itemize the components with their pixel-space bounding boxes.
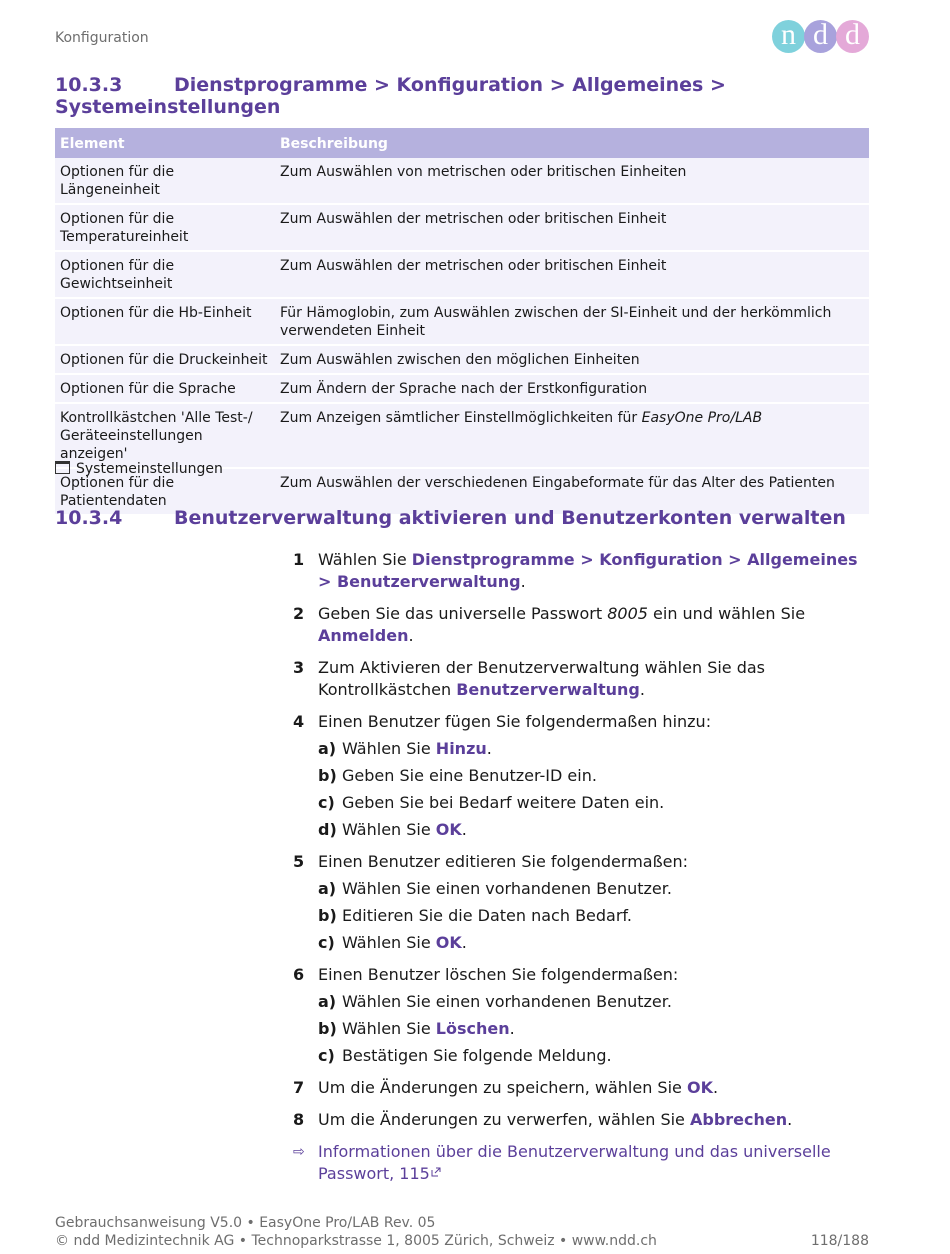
step [293,964,873,1067]
substep-letter: b) [318,766,337,785]
step [293,851,873,954]
cell-description: Zum Auswählen der verschiedenen Eingabeformate für das Alter des Patienten [275,468,869,515]
step-text-end: . [712,1078,719,1097]
section-number: 10.3.4 [55,507,123,529]
ui-path: Dienstprogramme > Konfiguration > Allgemeines > Benutzerverwaltung [318,550,858,591]
substep-text: Wählen Sie einen vorhandenen Benutzer. [342,879,672,898]
logo-circle-n: n [772,20,805,53]
substep-text-end: . [461,933,467,952]
cross-reference-link[interactable] [293,1141,873,1185]
table-row [55,204,869,251]
description-text: Zum Anzeigen sämtlicher Einstellmöglichkeiten für [280,410,642,426]
substep [318,905,873,927]
step [293,657,873,701]
cell-element: Kontrollkästchen 'Alle Test-/ Geräteeinstellungen anzeigen' [55,403,275,468]
window-icon [55,461,70,474]
cell-description: Zum Auswählen zwischen den möglichen Einheiten [275,345,869,374]
logo-circle-d1: d [804,20,837,53]
substep-text: Wählen Sie [342,820,436,839]
step [293,1109,873,1131]
product-name: EasyOne Pro/LAB [641,410,763,426]
substep [318,792,873,814]
cell-element: Optionen für die Druckeinheit [55,345,275,374]
step-number: 7 [293,1078,305,1097]
ui-element-name: OK [435,820,462,839]
step [293,711,873,841]
running-head: Konfiguration [55,30,149,46]
substep-text: Geben Sie bei Bedarf weitere Daten ein. [342,793,665,812]
table-row [55,298,869,345]
substep-letter: b) [318,1019,337,1038]
step-text-end: . [787,1110,793,1129]
cross-reference-text: Informationen über die Benutzerverwaltung und das universelle Passwort, 115 [318,1142,831,1183]
ndd-logo [772,20,870,53]
step-text: Um die Änderungen zu verwerfen, wählen Sie [318,1110,690,1129]
substep-text: Geben Sie eine Benutzer-ID ein. [342,766,597,785]
password-value: 8005 [607,604,648,623]
step-text: ein und wählen Sie [647,604,806,623]
step [293,549,873,593]
ui-element-name: OK [435,933,462,952]
ui-element-name: Löschen [435,1019,510,1038]
step-text-end: . [639,680,645,699]
step-text: Einen Benutzer editieren Sie folgendermaßen: [318,852,689,871]
cell-element: Optionen für die Patientendaten [55,468,275,515]
substep [318,932,873,954]
substep-text: Editieren Sie die Daten nach Bedarf. [342,906,632,925]
section-title: Dienstprogramme > Konfiguration > Allgemeines > Systemeinstellungen [55,74,726,118]
table-row [55,403,869,468]
substep-letter: a) [318,992,337,1011]
substep-letter: b) [318,906,337,925]
substep-text: Wählen Sie [342,739,436,758]
step-text: Einen Benutzer fügen Sie folgendermaßen hinzu: [318,712,712,731]
table-header-row [55,128,869,158]
step-number: 4 [293,712,305,731]
ui-element-name: OK [686,1078,713,1097]
cell-description: Zum Ändern der Sprache nach der Erstkonfiguration [275,374,869,403]
step-number: 8 [293,1110,305,1129]
step-number: 2 [293,604,305,623]
cell-element: Optionen für die Längeneinheit [55,158,275,204]
table-row [55,374,869,403]
external-link-icon [431,1167,441,1177]
ui-element-name: Hinzu [435,739,487,758]
substep-text: Wählen Sie [342,933,436,952]
cell-element: Optionen für die Hb-Einheit [55,298,275,345]
substep [318,1018,873,1040]
cell-description: Zum Auswählen der metrischen oder britischen Einheit [275,204,869,251]
section-title: Benutzerverwaltung aktivieren und Benutzerkonten verwalten [174,507,846,529]
ui-element-name: Anmelden [318,626,409,645]
column-header-description: Beschreibung [275,128,869,158]
cell-description: Für Hämoglobin, zum Auswählen zwischen der SI-Einheit und der herkömmlich verwendeten Einheit [275,298,869,345]
substep-letter: c) [318,933,335,952]
procedure-steps [293,549,873,1185]
figure-reference[interactable] [55,461,223,477]
cell-description: Zum Auswählen der metrischen oder britischen Einheit [275,251,869,298]
step-text-end: . [408,626,414,645]
step-text-end: . [520,572,526,591]
cell-description [275,403,869,468]
step-text: Wählen Sie [318,550,412,569]
step-number: 1 [293,550,305,569]
step-number: 3 [293,658,305,677]
section-heading-10-3-3 [55,74,950,118]
figure-reference-label: Systemeinstellungen [76,461,223,477]
settings-table [55,128,869,516]
ui-element-name: Benutzerverwaltung [456,680,640,699]
substep [318,765,873,787]
table-row [55,251,869,298]
step [293,1077,873,1099]
step-text: Einen Benutzer löschen Sie folgendermaßen: [318,965,679,984]
cell-description: Zum Auswählen von metrischen oder britischen Einheiten [275,158,869,204]
table-row [55,345,869,374]
substep-text: Bestätigen Sie folgende Meldung. [342,1046,612,1065]
arrow-right-icon: ⇨ [293,1144,305,1160]
substep [318,1045,873,1067]
logo-circle-d2: d [836,20,869,53]
substep-letter: c) [318,1046,335,1065]
page-number: 118/188 [810,1233,869,1249]
substep-letter: d) [318,820,337,839]
step-text: Geben Sie das universelle Passwort [318,604,608,623]
ui-element-name: Abbrechen [689,1110,788,1129]
cell-element: Optionen für die Gewichtseinheit [55,251,275,298]
section-number: 10.3.3 [55,74,123,96]
page-footer [55,1214,869,1250]
substep [318,738,873,760]
footer-company-info: © ndd Medizintechnik AG • Technoparkstrasse 1, 8005 Zürich, Schweiz • www.ndd.ch [55,1233,657,1249]
step-number: 6 [293,965,305,984]
substep-text-end: . [486,739,492,758]
footer-document-info: Gebrauchsanweisung V5.0 • EasyOne Pro/LAB Rev. 05 [55,1215,436,1231]
cell-element: Optionen für die Temperatureinheit [55,204,275,251]
substep-letter: c) [318,793,335,812]
step-number: 5 [293,852,305,871]
section-heading-10-3-4 [55,507,846,529]
column-header-element: Element [55,128,275,158]
table-row [55,158,869,204]
substep [318,819,873,841]
substep-text-end: . [461,820,467,839]
step-text: Zum Aktivieren der Benutzerverwaltung wählen Sie das Kontrollkästchen [318,658,766,699]
cell-element: Optionen für die Sprache [55,374,275,403]
substep [318,991,873,1013]
substep-text-end: . [509,1019,515,1038]
step-text: Um die Änderungen zu speichern, wählen Sie [318,1078,687,1097]
step [293,603,873,647]
substep-letter: a) [318,739,337,758]
substep [318,878,873,900]
substep-letter: a) [318,879,337,898]
substep-text: Wählen Sie einen vorhandenen Benutzer. [342,992,672,1011]
substep-text: Wählen Sie [342,1019,436,1038]
